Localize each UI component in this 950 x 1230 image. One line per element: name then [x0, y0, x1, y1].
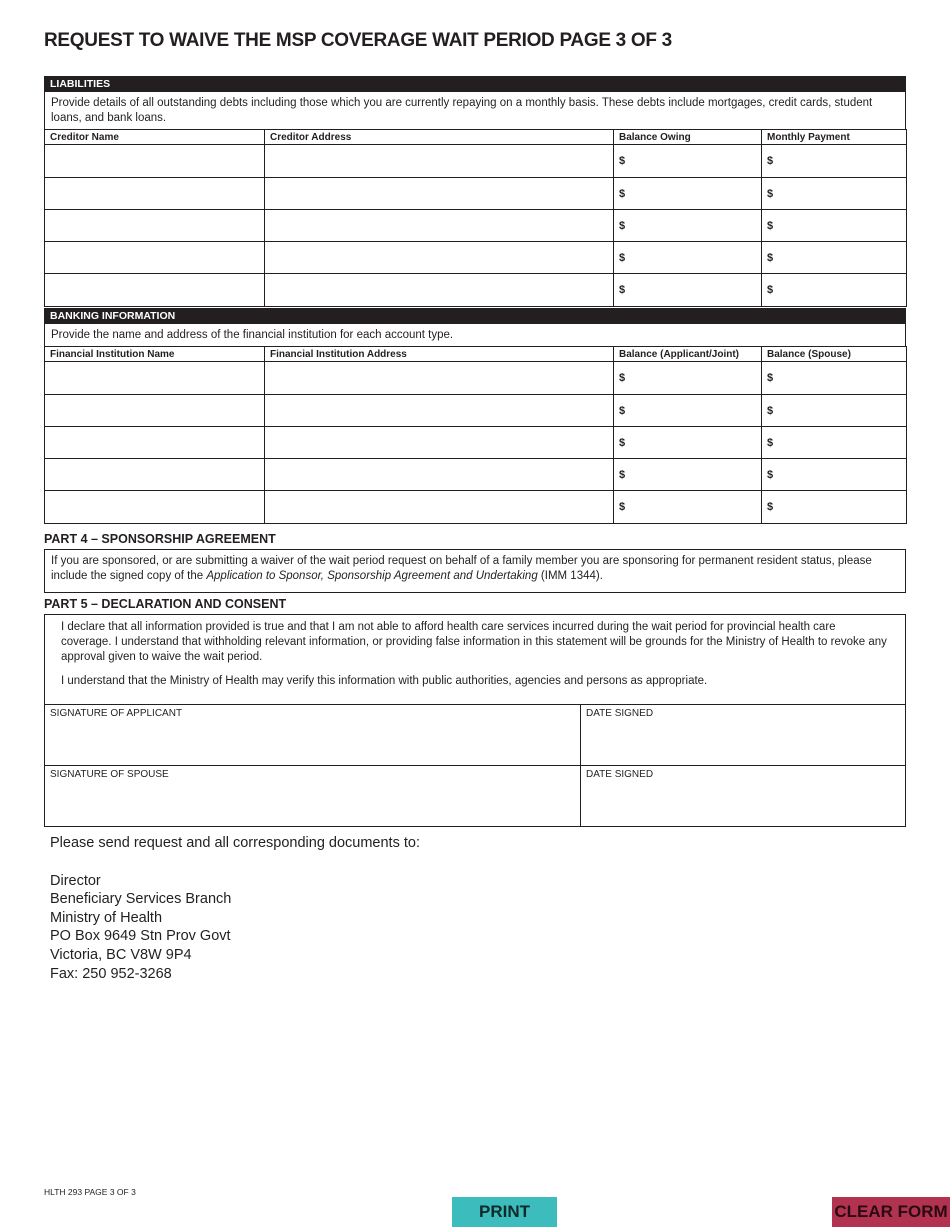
- mailing-instructions: [50, 834, 420, 983]
- amount-cell-1[interactable]: [614, 274, 762, 307]
- address-cell[interactable]: [265, 362, 614, 395]
- address-line: Director: [50, 872, 101, 889]
- date-signed-applicant-field[interactable]: [581, 705, 905, 766]
- sponsorship-text-end: (IMM 1344).: [537, 570, 603, 582]
- liabilities-instructions: Provide details of all outstanding debts including those which you are currently repaying on a monthly basis. These debts include mortgages, credit cards, student loans, and bank loans.: [44, 92, 906, 129]
- currency-symbol: $: [619, 468, 626, 481]
- table-row: [45, 362, 907, 395]
- address-cell[interactable]: [265, 274, 614, 307]
- sponsorship-text-start: If you are sponsored, or are submitting a waiver of the wait period request on behalf of a family member you are sponsoring for permanent resident status, please include the signed copy of the: [51, 555, 872, 582]
- name-cell[interactable]: [45, 274, 265, 307]
- signature-applicant-field[interactable]: [45, 705, 581, 766]
- table-row: [45, 145, 907, 178]
- liabilities-rows: [45, 145, 907, 307]
- col-institution-address: Financial Institution Address: [265, 347, 614, 362]
- sponsorship-form-name: Application to Sponsor, Sponsorship Agreement and Undertaking: [206, 570, 538, 582]
- declaration-text: [45, 615, 905, 689]
- amount-cell-2[interactable]: [762, 178, 907, 210]
- part4-title: PART 4 – SPONSORSHIP AGREEMENT: [44, 532, 276, 546]
- address-line: Victoria, BC V8W 9P4: [50, 946, 192, 963]
- signature-row-applicant: [45, 704, 905, 766]
- col-creditor-address: Creditor Address: [265, 130, 614, 145]
- name-cell[interactable]: [45, 395, 265, 427]
- amount-cell-2[interactable]: [762, 395, 907, 427]
- address-line: Fax: 250 952-3268: [50, 965, 172, 982]
- amount-cell-1[interactable]: [614, 145, 762, 178]
- clear-form-button[interactable]: CLEAR FORM: [832, 1197, 950, 1227]
- currency-symbol: $: [619, 372, 626, 384]
- table-row: [45, 274, 907, 307]
- currency-symbol: $: [619, 284, 626, 296]
- amount-cell-2[interactable]: [762, 362, 907, 395]
- currency-symbol: $: [767, 436, 774, 449]
- col-monthly-payment: Monthly Payment: [762, 130, 907, 145]
- liabilities-section: [44, 76, 906, 307]
- currency-symbol: $: [767, 404, 774, 417]
- amount-cell-1[interactable]: [614, 459, 762, 491]
- table-row: [45, 395, 907, 427]
- signature-spouse-field[interactable]: [45, 766, 581, 827]
- date-signed-label: DATE SIGNED: [586, 769, 654, 780]
- address-line: PO Box 9649 Stn Prov Govt: [50, 928, 231, 945]
- mailing-intro: Please send request and all corresponding documents to:: [50, 835, 420, 851]
- name-cell[interactable]: [45, 145, 265, 178]
- address-cell[interactable]: [265, 395, 614, 427]
- form-code: HLTH 293 PAGE 3 OF 3: [44, 1187, 136, 1197]
- name-cell[interactable]: [45, 491, 265, 524]
- currency-symbol: $: [619, 219, 626, 232]
- amount-cell-1[interactable]: [614, 395, 762, 427]
- banking-rows: [45, 362, 907, 524]
- table-row: [45, 427, 907, 459]
- currency-symbol: $: [767, 219, 774, 232]
- name-cell[interactable]: [45, 242, 265, 274]
- amount-cell-2[interactable]: [762, 427, 907, 459]
- currency-symbol: $: [619, 251, 626, 264]
- amount-cell-1[interactable]: [614, 362, 762, 395]
- amount-cell-2[interactable]: [762, 242, 907, 274]
- signature-applicant-label: SIGNATURE OF APPLICANT: [50, 708, 183, 719]
- currency-symbol: $: [619, 187, 626, 200]
- col-balance-owing: Balance Owing: [614, 130, 762, 145]
- currency-symbol: $: [619, 155, 626, 167]
- page-title: REQUEST TO WAIVE THE MSP COVERAGE WAIT PERIOD PAGE 3 OF 3: [44, 30, 672, 51]
- address-cell[interactable]: [265, 427, 614, 459]
- address-cell[interactable]: [265, 178, 614, 210]
- address-line: Beneficiary Services Branch: [50, 891, 232, 908]
- signature-row-spouse: [45, 765, 905, 827]
- name-cell[interactable]: [45, 459, 265, 491]
- sponsorship-text: [44, 549, 906, 593]
- address-line: Ministry of Health: [50, 909, 163, 926]
- name-cell[interactable]: [45, 210, 265, 242]
- liabilities-header: LIABILITIES: [44, 76, 906, 92]
- address-cell[interactable]: [265, 210, 614, 242]
- currency-symbol: $: [767, 155, 774, 167]
- amount-cell-2[interactable]: [762, 491, 907, 524]
- table-row: [45, 242, 907, 274]
- declaration-box: [44, 614, 906, 827]
- amount-cell-2[interactable]: [762, 145, 907, 178]
- currency-symbol: $: [619, 501, 626, 513]
- part5-title: PART 5 – DECLARATION AND CONSENT: [44, 597, 287, 611]
- address-cell[interactable]: [265, 459, 614, 491]
- banking-header: BANKING INFORMATION: [44, 308, 906, 324]
- amount-cell-2[interactable]: [762, 210, 907, 242]
- amount-cell-2[interactable]: [762, 274, 907, 307]
- currency-symbol: $: [619, 436, 626, 449]
- date-signed-label: DATE SIGNED: [586, 708, 654, 719]
- banking-section: [44, 308, 906, 524]
- amount-cell-1[interactable]: [614, 242, 762, 274]
- name-cell[interactable]: [45, 362, 265, 395]
- declaration-paragraph-1: I declare that all information provided is true and that I am not able to afford health care services incurred during the wait period for provincial health care coverage. I understand that withholding relevant information, or providing false information in this statement will be grounds for the Ministry of Health to revoke any approval given to waive the wait period.: [61, 621, 887, 663]
- currency-symbol: $: [619, 404, 626, 417]
- banking-table: [44, 346, 907, 524]
- print-button[interactable]: PRINT: [452, 1197, 557, 1227]
- col-creditor-name: Creditor Name: [45, 130, 265, 145]
- amount-cell-1[interactable]: [614, 210, 762, 242]
- address-cell[interactable]: [265, 491, 614, 524]
- col-balance-spouse: Balance (Spouse): [762, 347, 907, 362]
- amount-cell-2[interactable]: [762, 459, 907, 491]
- currency-symbol: $: [767, 187, 774, 200]
- amount-cell-1[interactable]: [614, 178, 762, 210]
- table-row: [45, 459, 907, 491]
- signature-spouse-label: SIGNATURE OF SPOUSE: [50, 769, 169, 780]
- table-row: [45, 210, 907, 242]
- name-cell[interactable]: [45, 427, 265, 459]
- col-institution-name: Financial Institution Name: [45, 347, 265, 362]
- declaration-paragraph-2: I understand that the Ministry of Health may verify this information with public authorities, agencies and persons as appropriate.: [61, 675, 708, 687]
- address-cell[interactable]: [265, 242, 614, 274]
- amount-cell-1[interactable]: [614, 427, 762, 459]
- table-row: [45, 491, 907, 524]
- liabilities-table: [44, 129, 907, 307]
- table-row: [45, 178, 907, 210]
- date-signed-spouse-field[interactable]: [581, 766, 905, 827]
- currency-symbol: $: [767, 468, 774, 481]
- currency-symbol: $: [767, 501, 774, 513]
- currency-symbol: $: [767, 372, 774, 384]
- col-balance-applicant: Balance (Applicant/Joint): [614, 347, 762, 362]
- banking-instructions: Provide the name and address of the financial institution for each account type.: [44, 324, 906, 346]
- amount-cell-1[interactable]: [614, 491, 762, 524]
- currency-symbol: $: [767, 284, 774, 296]
- currency-symbol: $: [767, 251, 774, 264]
- name-cell[interactable]: [45, 178, 265, 210]
- address-cell[interactable]: [265, 145, 614, 178]
